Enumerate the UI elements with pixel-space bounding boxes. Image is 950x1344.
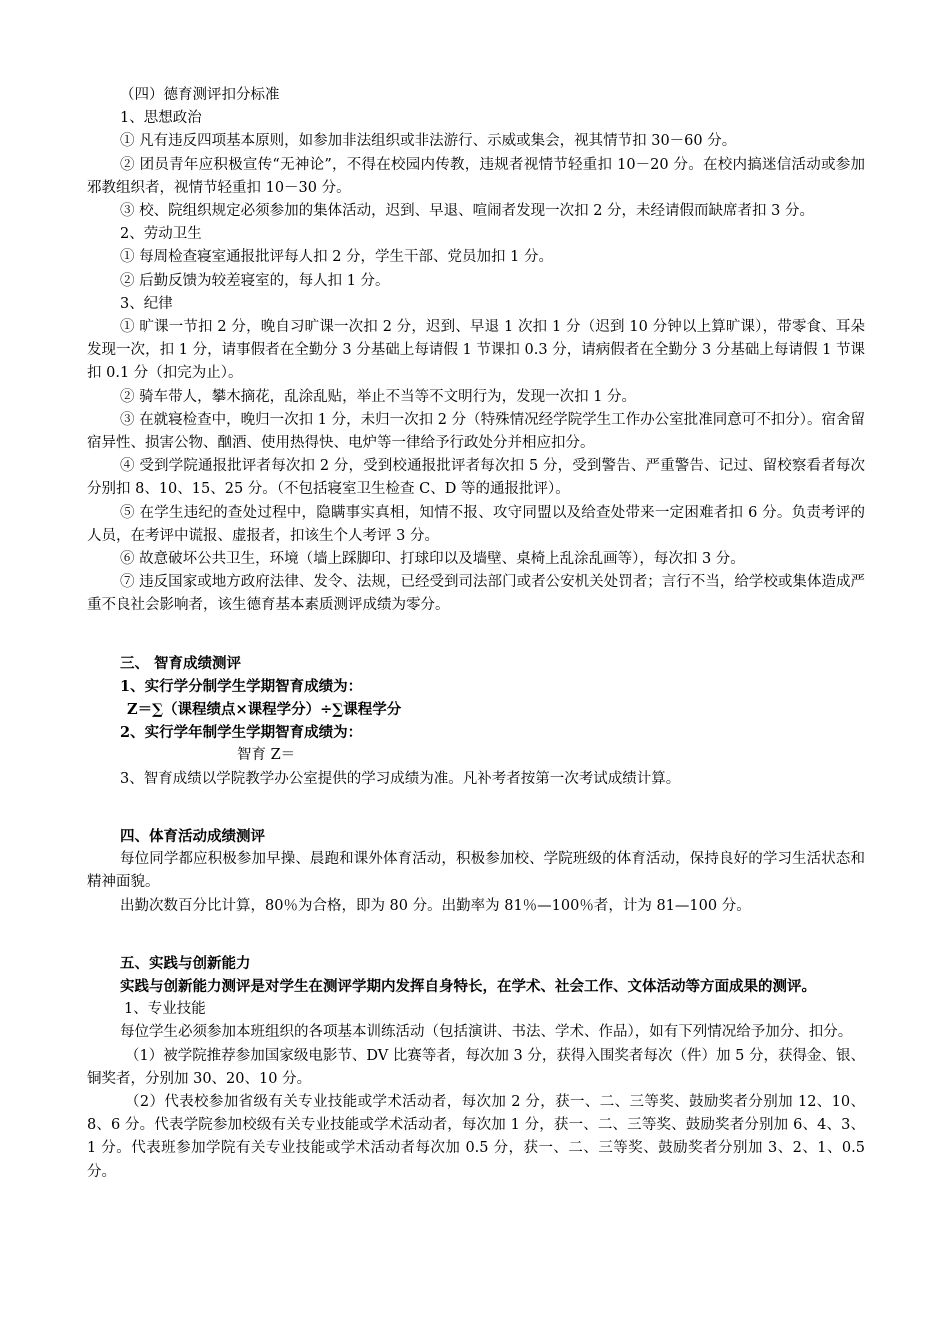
paragraph: ① 凡有违反四项基本原则，如参加非法组织或非法游行、示威或集会，视其情节扣 30－60 分。 bbox=[120, 133, 737, 150]
paragraph: 2、实行学年制学生学期智育成绩为： bbox=[120, 724, 363, 742]
paragraph: ② 后勤反馈为较差寝室的，每人扣 1 分。 bbox=[120, 272, 390, 289]
section-heading: 三、 智育成绩测评 bbox=[120, 654, 242, 672]
paragraph: 实践与创新能力测评是对学生在测评学期内发挥自身特长，在学术、社会工作、文体活动等方面成果的测评。 bbox=[120, 977, 816, 995]
paragraph: ② 骑车带人，攀木摘花，乱涂乱贴，举止不当等不文明行为，发现一次扣 1 分。 bbox=[120, 388, 637, 405]
paragraph: 1、实行学分制学生学期智育成绩为： bbox=[120, 677, 363, 695]
paragraph: ③ 在就寝检查中，晚归一次扣 1 分，未归一次扣 2 分（特殊情况经学院学生工作办公室批准同意可不扣分）。宿舍留宿异性、损害公物、酗酒、使用热得快、电炉等一律给予行政处分并相应扣分。 bbox=[87, 411, 865, 452]
formula: Z＝∑（课程绩点×课程学分）÷∑课程学分 bbox=[127, 701, 402, 719]
spacer bbox=[87, 618, 865, 652]
paragraph: 3、智育成绩以学院教学办公室提供的学习成绩为准。凡补考者按第一次考试成绩计算。 bbox=[120, 770, 681, 787]
paragraph: ② 团员青年应积极宣传“无神论”，不得在校园内传教，违规者视情节轻重扣 10－20 分。在校内搞迷信活动或参加邪教组织者，视情节轻重扣 10－30 分。 bbox=[87, 156, 865, 196]
paragraph: （2）代表校参加省级有关专业技能或学术活动者，每次加 2 分，获一、二、三等奖、鼓励奖者分别加 12、10、8、6 分。代表学院参加校级有关专业技能或学术活动者，每次加 1 分，获一、二、三等奖、鼓励奖者分别加 6、4、3、1 分。代表班参加学院有关专业技能或学术活动者每次加 0.5 分，获一、二、三等奖、鼓励奖者分别加 3、2、1、0.5 分。 bbox=[87, 1093, 865, 1180]
paragraph: ④ 受到学院通报批评者每次扣 2 分，受到校通报批评者每次扣 5 分，受到警告、严重警告、记过、留校察看者每次分别扣 8、10、15、25 分。（不包括寝室卫生检查 C、D 等的通报批评）。 bbox=[87, 458, 865, 498]
paragraph: ① 旷课一节扣 2 分，晚自习旷课一次扣 2 分，迟到、早退 1 次扣 1 分（迟到 10 分钟以上算旷课），带零食、耳朵发现一次，扣 1 分，请事假者在全勤分 3 分基础上每请假 1 节课扣 0.3 分，请病假者在全勤分 3 分基础上每请假 1 节课扣 0.1 分（扣完为止）。 bbox=[87, 319, 865, 382]
document-page bbox=[87, 84, 865, 1184]
paragraph: 每位学生必须参加本班组织的各项基本训练活动（包括演讲、书法、学术、作品），如有下列情况给予加分、扣分。 bbox=[120, 1024, 853, 1041]
subsection-title: 1、专业技能 bbox=[124, 1001, 206, 1018]
section-heading: 五、实践与创新能力 bbox=[120, 954, 251, 972]
subsection-title: 3、纪律 bbox=[120, 295, 173, 312]
section-heading: （四）德育测评扣分标准 bbox=[120, 87, 280, 103]
paragraph: ③ 校、院组织规定必须参加的集体活动，迟到、早退、喧闹者发现一次扣 2 分，未经请假而缺席者扣 3 分。 bbox=[120, 203, 814, 220]
paragraph: ① 每周检查寝室通报批评每人扣 2 分，学生干部、党员加扣 1 分。 bbox=[120, 249, 553, 266]
spacer bbox=[87, 918, 865, 952]
paragraph: ⑤ 在学生违纪的查处过程中，隐瞒事实真相，知情不报、攻守同盟以及给查处带来一定困难者扣 6 分。负责考评的人员，在考评中谎报、虚报者，扣该生个人考评 3 分。 bbox=[87, 504, 865, 544]
paragraph: ⑥ 故意破坏公共卫生，环境（墙上踩脚印、打球印以及墙壁、桌椅上乱涂乱画等），每次扣 3 分。 bbox=[120, 551, 745, 568]
paragraph: ⑦ 违反国家或地方政府法律、发令、法规，已经受到司法部门或者公安机关处罚者；言行不当，给学校或集体造成严重不良社会影响者，该生德育基本素质测评成绩为零分。 bbox=[87, 574, 865, 614]
paragraph: （1）被学院推荐参加国家级电影节、DV 比赛等者，每次加 3 分，获得入围奖者每次（件）加 5 分，获得金、银、铜奖者，分别加 30、20、10 分。 bbox=[87, 1047, 865, 1087]
spacer bbox=[87, 791, 865, 825]
section-heading: 四、体育活动成绩测评 bbox=[120, 827, 265, 845]
subsection-title: 1、思想政治 bbox=[120, 110, 202, 127]
paragraph: 每位同学都应积极参加早操、晨跑和课外体育活动，积极参加校、学院班级的体育活动，保持良好的学习生活状态和精神面貌。 bbox=[87, 851, 865, 891]
subsection-title: 2、劳动卫生 bbox=[120, 226, 202, 243]
formula: 智育 Z＝ bbox=[237, 747, 296, 764]
paragraph: 出勤次数百分比计算，80％为合格，即为 80 分。出勤率为 81％—100％者，计为 81—100 分。 bbox=[120, 897, 751, 914]
